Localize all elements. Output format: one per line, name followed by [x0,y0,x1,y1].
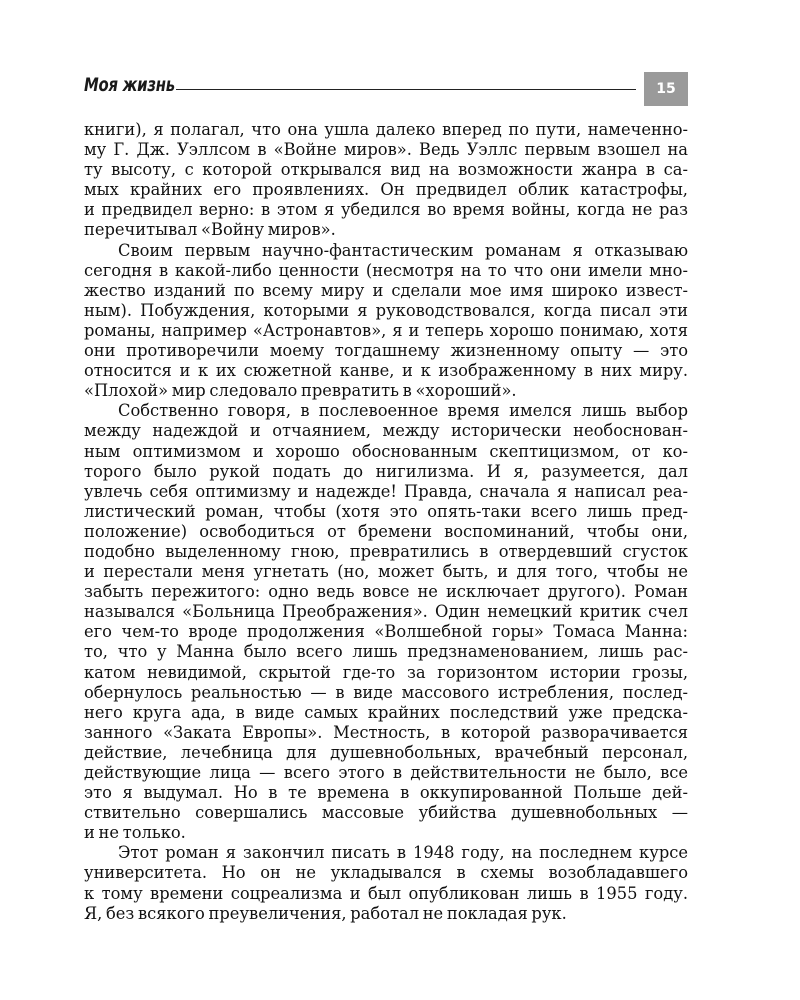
body-text [84,120,688,924]
text-line: перечитывал «Войну миров». [84,220,336,240]
text-line: они противоречили моему тогдашнему жизненному опыту — это [84,341,688,361]
text-line: ту высоту, с которой открывался вид на возможности жанра в са- [84,160,688,180]
text-line: действие, лечебница для душевнобольных, врачебный персонал, [84,742,688,762]
paragraph [84,120,688,241]
text-line: и предвидел верно: в этом я убедился во время войны, когда не раз [84,200,688,220]
text-line: между надеждой и отчаянием, между исторически необоснован- [84,421,688,441]
text-line: Собственно говоря, в послевоенное время имелся лишь выбор [118,401,688,421]
text-line: и не только. [84,823,186,843]
paragraph [84,241,688,402]
text-line: увлечь себя оптимизму и надежде! Правда, сначала я написал реа- [84,481,688,501]
header-rule [176,89,636,90]
text-line: листический роман, чтобы (хотя это опять-таки всего лишь пред- [84,501,688,521]
text-line: ствительно совершались массовые убийства душевнобольных — [84,803,688,823]
text-line: книги), я полагал, что она ушла далеко вперед по пути, намеченно- [84,120,688,139]
text-line: му Г. Дж. Уэллсом в «Войне миров». Ведь Уэллс первым взошел на [84,140,688,160]
text-line: романы, например «Астронавтов», я и теперь хорошо понимаю, хотя [84,320,688,340]
text-line: относится и к их сюжетной канве, и к изображенному в них миру. [84,361,688,381]
text-line: торого было рукой подать до нигилизма. И я, разумеется, дал [84,461,688,481]
chapter-title: Моя жизнь [84,74,175,96]
text-line: назывался «Больница Преображения». Один немецкий критик счел [84,602,688,622]
text-line: занного «Заката Европы». Местность, в которой разворачивается [84,722,688,742]
running-head [84,72,688,106]
text-line: университета. Но он не укладывался в схемы возобладавшего [84,863,688,883]
paragraph [84,401,688,843]
text-line: Этот роман я закончил писать в 1948 году, на последнем курсе [118,843,688,863]
paragraph [84,843,688,923]
text-line: положение) освободиться от бремени воспоминаний, чтобы они, [84,521,688,541]
text-line: к тому времени соцреализма и был опубликован лишь в 1955 году. [84,883,688,903]
text-line: его чем-то вроде продолжения «Волшебной горы» Томаса Манна: [84,622,688,642]
text-line: обернулось реальностью — в виде массового истребления, послед- [84,682,688,702]
text-line: Своим первым научно-фантастическим романам я отказываю [118,240,688,260]
text-line: это я выдумал. Но в те времена в оккупированной Польше дей- [84,783,688,803]
text-line: забыть пережитого: одно ведь вовсе не исключает другого). Роман [84,582,688,602]
text-line: Я, без всякого преувеличения, работал не покладая рук. [84,903,567,923]
text-line: «Плохой» мир следовало превратить в «хороший». [84,381,517,401]
text-line: катом невидимой, скрытой где-то за горизонтом истории грозы, [84,662,688,682]
text-line: подобно выделенному гною, превратились в отвердевший сгусток [84,541,688,561]
text-line: ным). Побуждения, которыми я руководствовался, когда писал эти [84,300,688,320]
text-line: то, что у Манна было всего лишь предзнаменованием, лишь рас- [84,642,688,662]
text-line: действующие лица — всего этого в действительности не было, все [84,763,688,782]
text-line: сегодня в какой-либо ценности (несмотря на то что они имели мно- [84,260,688,280]
text-line: мых крайних его проявлениях. Он предвидел облик катастрофы, [84,180,688,200]
text-line: жество изданий по всему миру и сделали мое имя широко извест- [84,280,688,300]
text-line: него круга ада, в виде самых крайних последствий уже предска- [84,702,688,722]
page-number: 15 [644,72,688,106]
text-line: и перестали меня угнетать (но, может быть, и для того, чтобы не [84,562,688,582]
text-line: ным оптимизмом и хорошо обоснованным скептицизмом, от ко- [84,441,688,461]
